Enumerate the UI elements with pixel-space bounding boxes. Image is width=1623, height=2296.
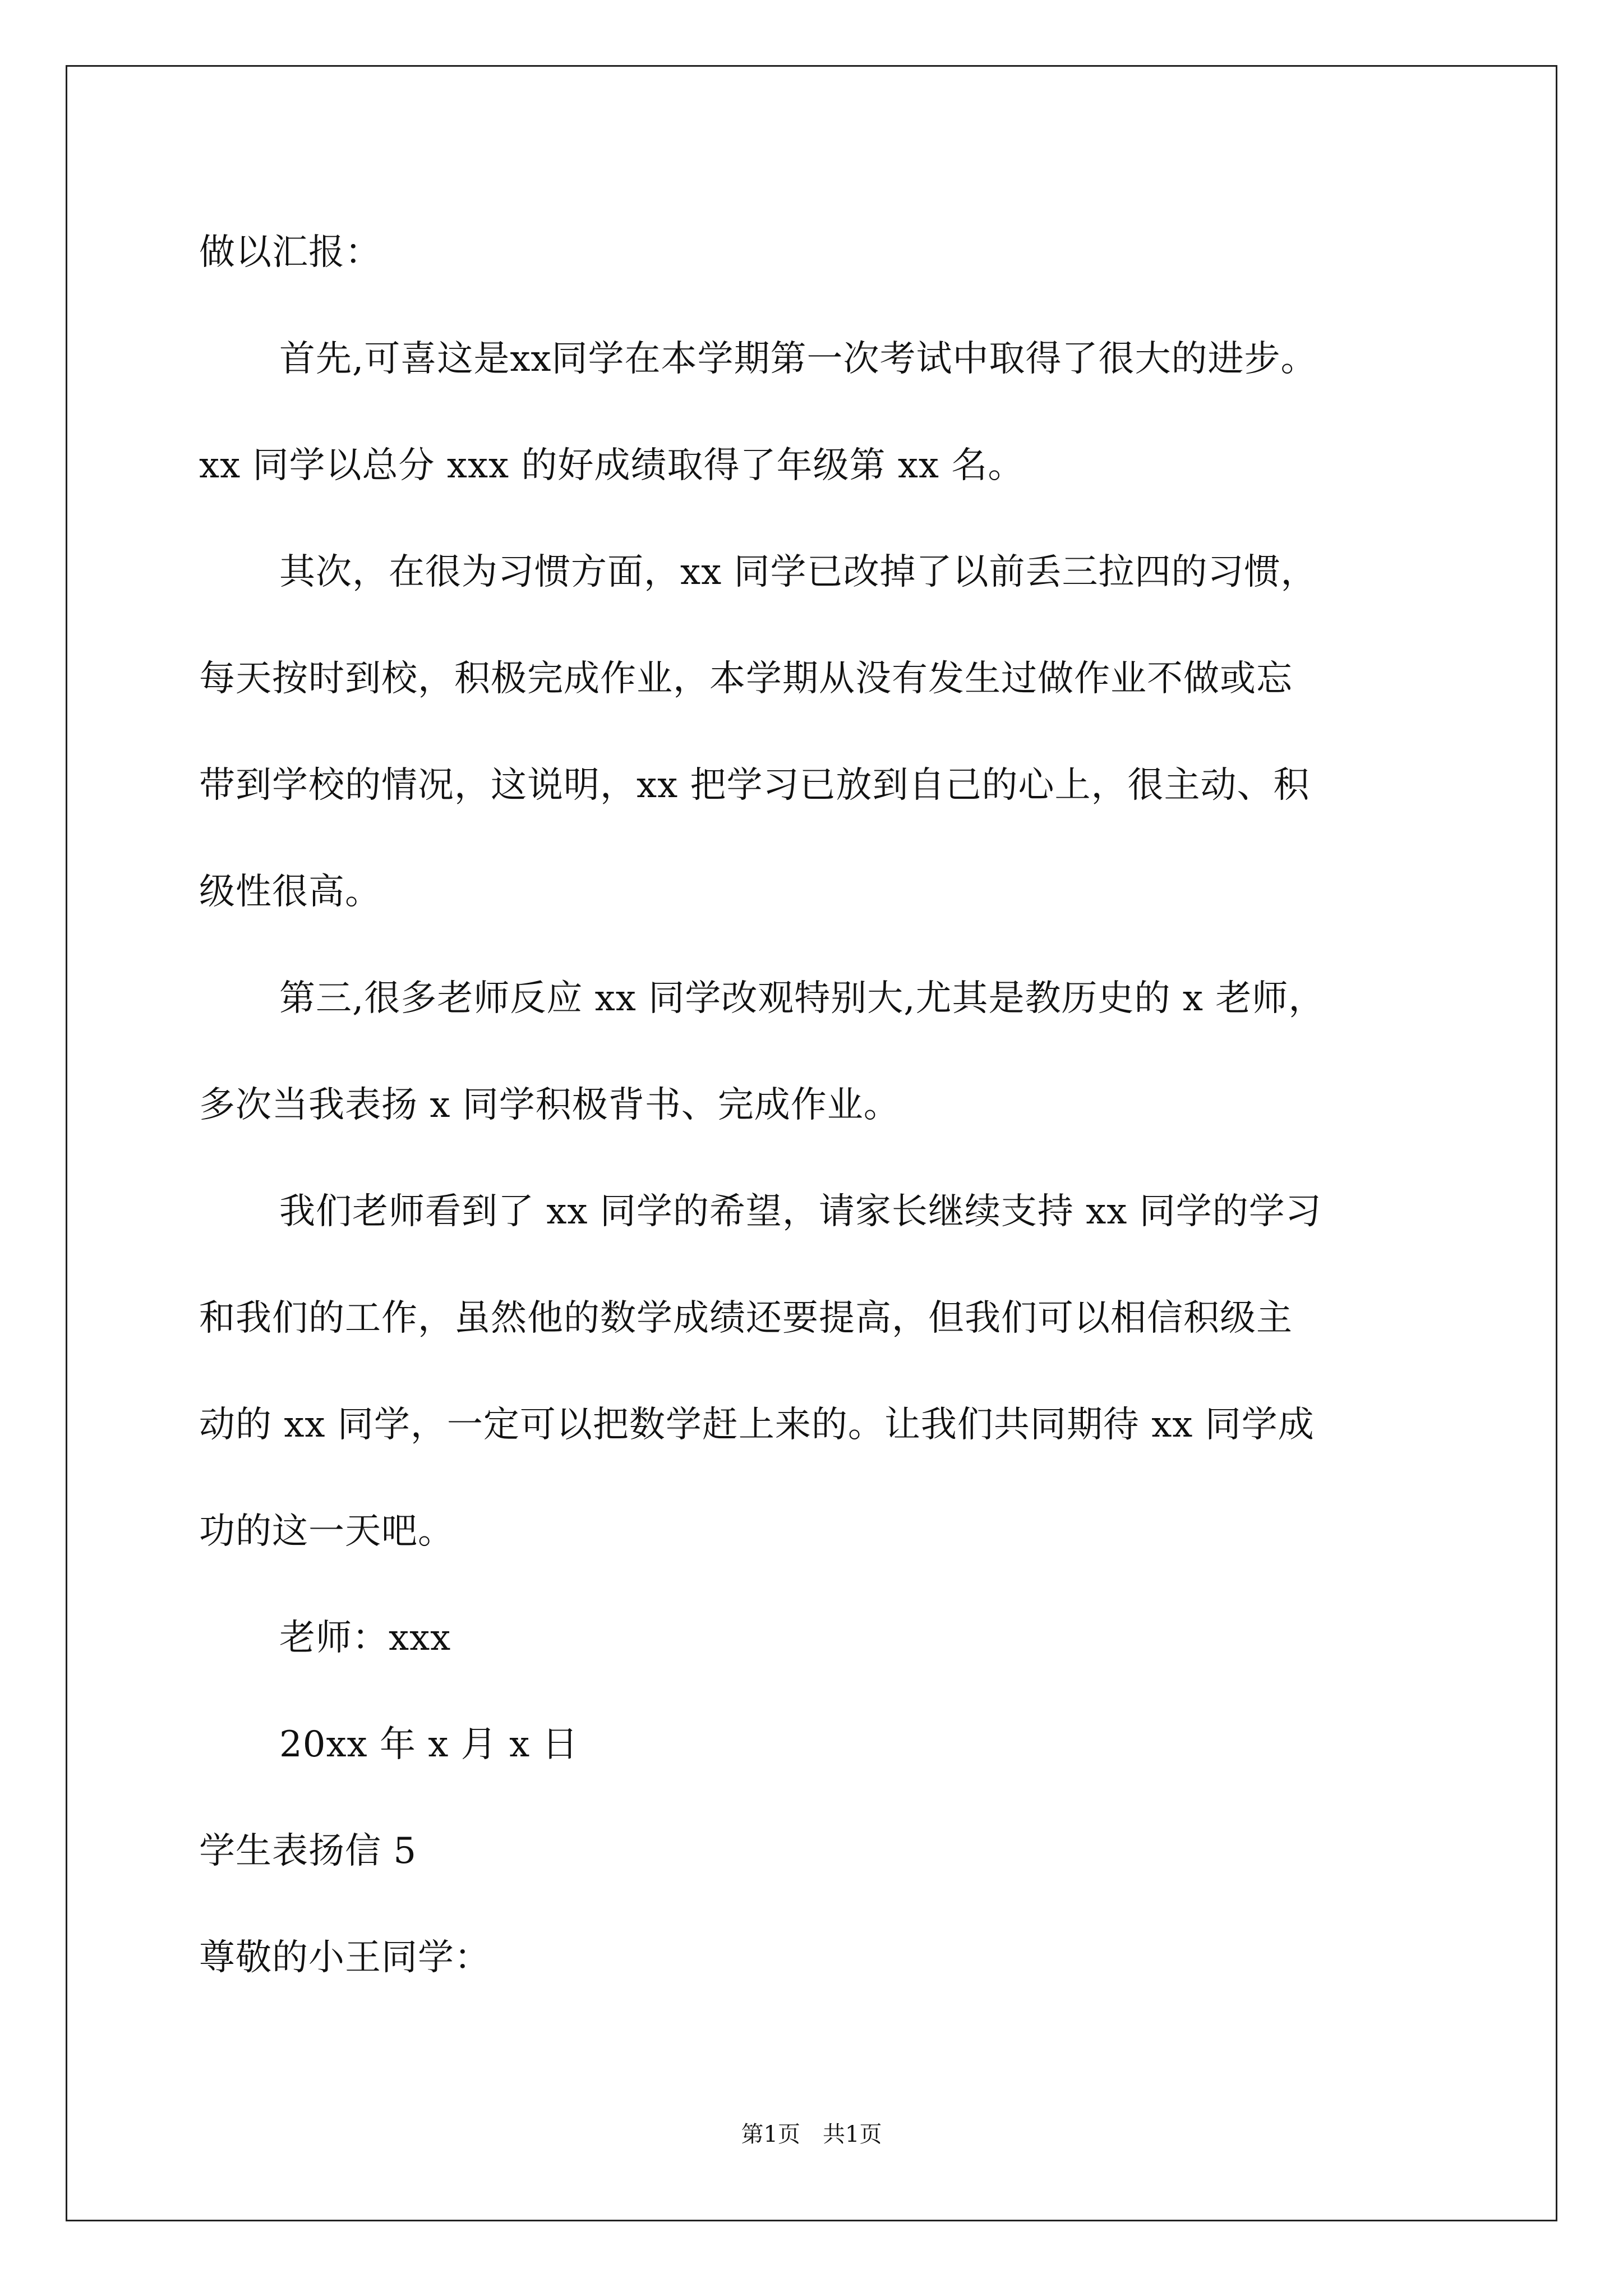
text-line: 级性很高。 <box>199 871 381 913</box>
text-line: 第三,很多老师反应 xx 同学改观特别大,尤其是教历史的 x 老师， <box>279 978 1325 1019</box>
text-line: 功的这一天吧。 <box>199 1511 454 1552</box>
page-border <box>66 65 1557 2221</box>
text-line: 首先,可喜这是xx同学在本学期第一次考试中取得了很大的进步。 <box>279 338 1317 380</box>
text-line: 做以汇报： <box>199 232 381 273</box>
text-line: 和我们的工作，虽然他的数学成绩还要提高，但我们可以相信积级主 <box>199 1297 1293 1339</box>
page-number-footer: 第1页 共1页 <box>741 2122 882 2147</box>
text-line: 带到学校的情况，这说明，xx 把学习已放到自己的心上，很主动、积 <box>199 765 1310 806</box>
date-line: 20xx 年 x 月 x 日 <box>279 1724 579 1765</box>
text-line: 多次当我表扬 x 同学积极背书、完成作业。 <box>199 1084 900 1126</box>
text-line: 动的 xx 同学，一定可以把数学赶上来的。让我们共同期待 xx 同学成 <box>199 1404 1315 1446</box>
text-line: 每天按时到校，积极完成作业，本学期从没有发生过做作业不做或忘 <box>199 658 1293 700</box>
salutation: 尊敬的小王同学： <box>199 1937 491 1978</box>
signature-line: 老师：xxx <box>279 1617 451 1659</box>
text-line: 我们老师看到了 xx 同学的希望，请家长继续支持 xx 同学的学习 <box>279 1191 1322 1232</box>
text-line: xx 同学以总分 xxx 的好成绩取得了年级第 xx 名。 <box>199 445 1025 486</box>
text-line: 其次，在很为习惯方面，xx 同学已改掉了以前丢三拉四的习惯， <box>279 551 1317 593</box>
section-heading: 学生表扬信 5 <box>199 1830 417 1872</box>
